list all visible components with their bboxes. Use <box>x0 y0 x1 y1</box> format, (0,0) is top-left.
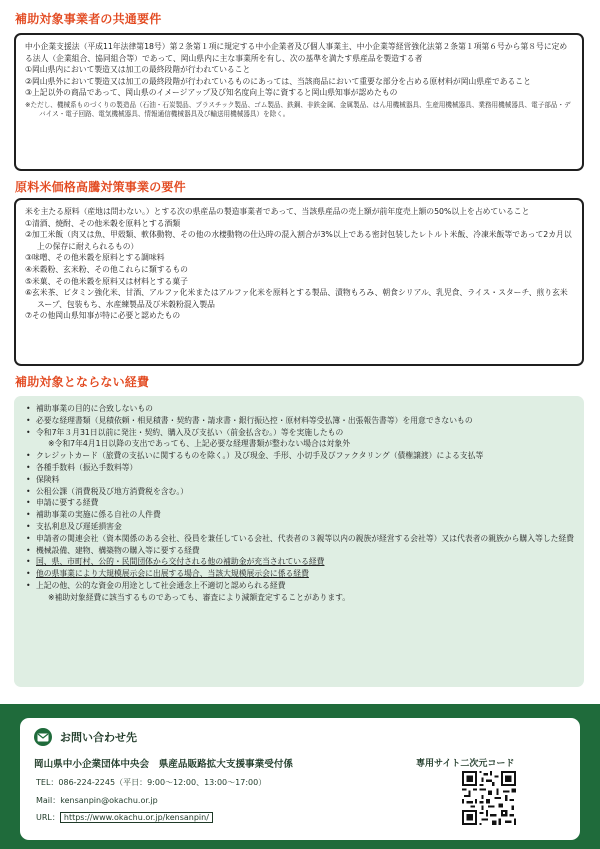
section1-item: ①岡山県内において製造又は加工の最終段階が行われていること <box>25 65 251 75</box>
list-item <box>24 403 574 415</box>
list-item-text: クレジットカード（旅費の支払いに関するものを除く。）及び現金、手形、小切手及びファクタリング（債権譲渡）による支払等 <box>36 451 484 461</box>
list-item <box>24 415 574 427</box>
section2-item: ⑦その他岡山県知事が特に必要と認めたもの <box>25 311 181 321</box>
list-item <box>24 533 574 545</box>
list-item <box>24 486 574 498</box>
list-item <box>24 450 574 462</box>
list-item-subnote: ※令和7年4月1日以降の支出であっても、上記必要な経理書類が整わない場合は対象外 <box>48 439 351 449</box>
excluded-expenses-list <box>24 403 574 604</box>
list-item <box>24 427 574 451</box>
list-item-text: 各種手数料（振込手数料等） <box>36 462 138 472</box>
list-item-text: 国、県、市町村、公的・民間団体から交付される他の補助金が充当されている経費 <box>36 557 325 567</box>
list-item <box>24 497 574 509</box>
list-item <box>24 509 574 521</box>
list-item <box>24 474 574 486</box>
section2-item: ⑥玄米茶、ビタミン強化米、甘酒、アルファ化米またはアルファ化米を原料とする製品、漬物もろみ、朝食シリアル、乳児食、ライス・スターチ、煎り玄米スープ、包装もち、水産練製品及び米穀粉混入製品 <box>25 288 568 309</box>
section2-title: 原料米価格高騰対策事業の要件 <box>15 180 186 194</box>
list-item-text: 令和7年３月31日以前に発注・契約、購入及び支払い（前金払含む。）等を実施したもの <box>36 427 344 437</box>
list-item-text: 申請者の関連会社（資本関係のある会社、役員を兼任している会社、代表者の３親等以内の親族が経営する会社等）又は代表者の親族から購入等した経費 <box>36 533 574 543</box>
section2-item: ①清酒、焼酎、その他米穀を原料とする酒類 <box>25 218 181 228</box>
website-link[interactable]: https://www.okachu.or.jp/kensanpin/ <box>60 812 213 823</box>
section1-intro: 中小企業支援法（平成11年法律第18号）第２条第１項に規定する中小企業者及び個人事業主、中小企業等経営強化法第２条第１項第６号から第８号に定める法人（企業組合、協同組合等）であって、岡山県内に主な事業所を有し、次の基準を満たす県産品を製造する者 <box>25 42 568 63</box>
list-item-text: 上記の他、公的な資金の用途として社会通念上不適切と認められる経費 <box>36 580 286 590</box>
list-item <box>24 521 574 533</box>
section3-title: 補助対象とならない経費 <box>15 375 150 389</box>
contact-mail[interactable]: Mail：kensanpin@okachu.or.jp <box>36 796 158 805</box>
contact-tel: TEL：086-224-2245（平日：9:00〜12:00、13:00〜17:00） <box>36 778 267 787</box>
section1-item: ②岡山県外において製造又は加工の最終段階が行われているものにあっては、当該商品において重要な部分を占める原材料が岡山県産であること <box>25 76 531 86</box>
url-label: URL： <box>36 813 60 822</box>
contact-organization: 岡山県中小企業団体中央会 県産品販路拡大支援事業受付係 <box>34 759 294 770</box>
section2-item: ④米穀粉、玄米粉、その他これらに類するもの <box>25 264 188 274</box>
contact-footer <box>0 704 600 849</box>
qr-label: 専用サイト二次元コード <box>416 759 515 769</box>
list-item-text: 補助事業の実施に係る自社の人件費 <box>36 510 161 520</box>
contact-title: お問い合わせ先 <box>60 731 137 744</box>
list-item <box>24 580 574 604</box>
section2-item: ②加工米飯（肉又は魚、甲殻類、軟体動物、その他の水棲動物の仕込時の混入割合が3%以上である密封包装したレトルト米飯、冷凍米飯等であって2カ月以上の保存に耐えられるもの） <box>25 230 572 251</box>
list-item-text: 保険料 <box>36 474 60 484</box>
list-item-text: 補助事業の目的に合致しないもの <box>36 404 153 413</box>
qr-code-icon[interactable] <box>462 771 516 825</box>
list-item-subnote: ※補助対象経費に該当するものであっても、審査により減額査定することがあります。 <box>48 592 351 602</box>
list-item-text: 他の県事業により大規模展示会に出展する場合、当該大規模展示会に係る経費 <box>36 569 309 579</box>
list-item <box>24 545 574 557</box>
list-item-text: 公租公課（消費税及び地方消費税を含む。） <box>36 486 189 496</box>
contact-card <box>20 718 580 840</box>
list-item <box>24 556 574 568</box>
list-item <box>24 462 574 474</box>
section2-box <box>14 198 584 366</box>
list-item-text: 支払利息及び遅延損害金 <box>36 521 122 531</box>
excluded-expenses-box <box>14 396 584 687</box>
envelope-icon <box>34 728 52 746</box>
section1-item: ③上記以外の商品であって、岡山県のイメージアップ及び知名度向上等に資すると岡山県知事が認めたもの <box>25 88 398 98</box>
section2-item: ③味噌、その他米穀を原料とする調味料 <box>25 253 165 263</box>
section2-intro: 米を主たる原料（産地は問わない。）とする次の県産品の製造事業者であって、当該県産品の売上額が前年度売上額の50%以上を占めていること <box>25 207 530 216</box>
contact-url-row <box>36 812 213 823</box>
list-item <box>24 568 574 580</box>
section1-title: 補助対象事業者の共通要件 <box>15 12 162 26</box>
section2-item: ⑤米菓、その他米穀を原料又は材料とする菓子 <box>25 276 188 286</box>
section1-note: ※ただし、機械系ものづくりの製造品（石油・石炭製品、プラスチック製品、ゴム製品、鉄鋼、非鉄金属、金属製品、はん用機械器具、生産用機械器具、業務用機械器具、電子部品・デバイス・電子回路、電気機械器具、情報通信機械器具及び輸送用機械器具）を除く。 <box>25 100 571 119</box>
list-item-text: 必要な経理書類（見積依頼・相見積書・契約書・請求書・銀行振込控・原材料等受払簿・出張報告書等）を用意できないもの <box>36 415 473 425</box>
list-item-text: 申請に要する経費 <box>36 498 99 508</box>
section1-box <box>14 33 584 171</box>
contact-header <box>34 728 137 746</box>
list-item-text: 機械設備、建物、構築物の購入等に要する経費 <box>36 545 200 555</box>
